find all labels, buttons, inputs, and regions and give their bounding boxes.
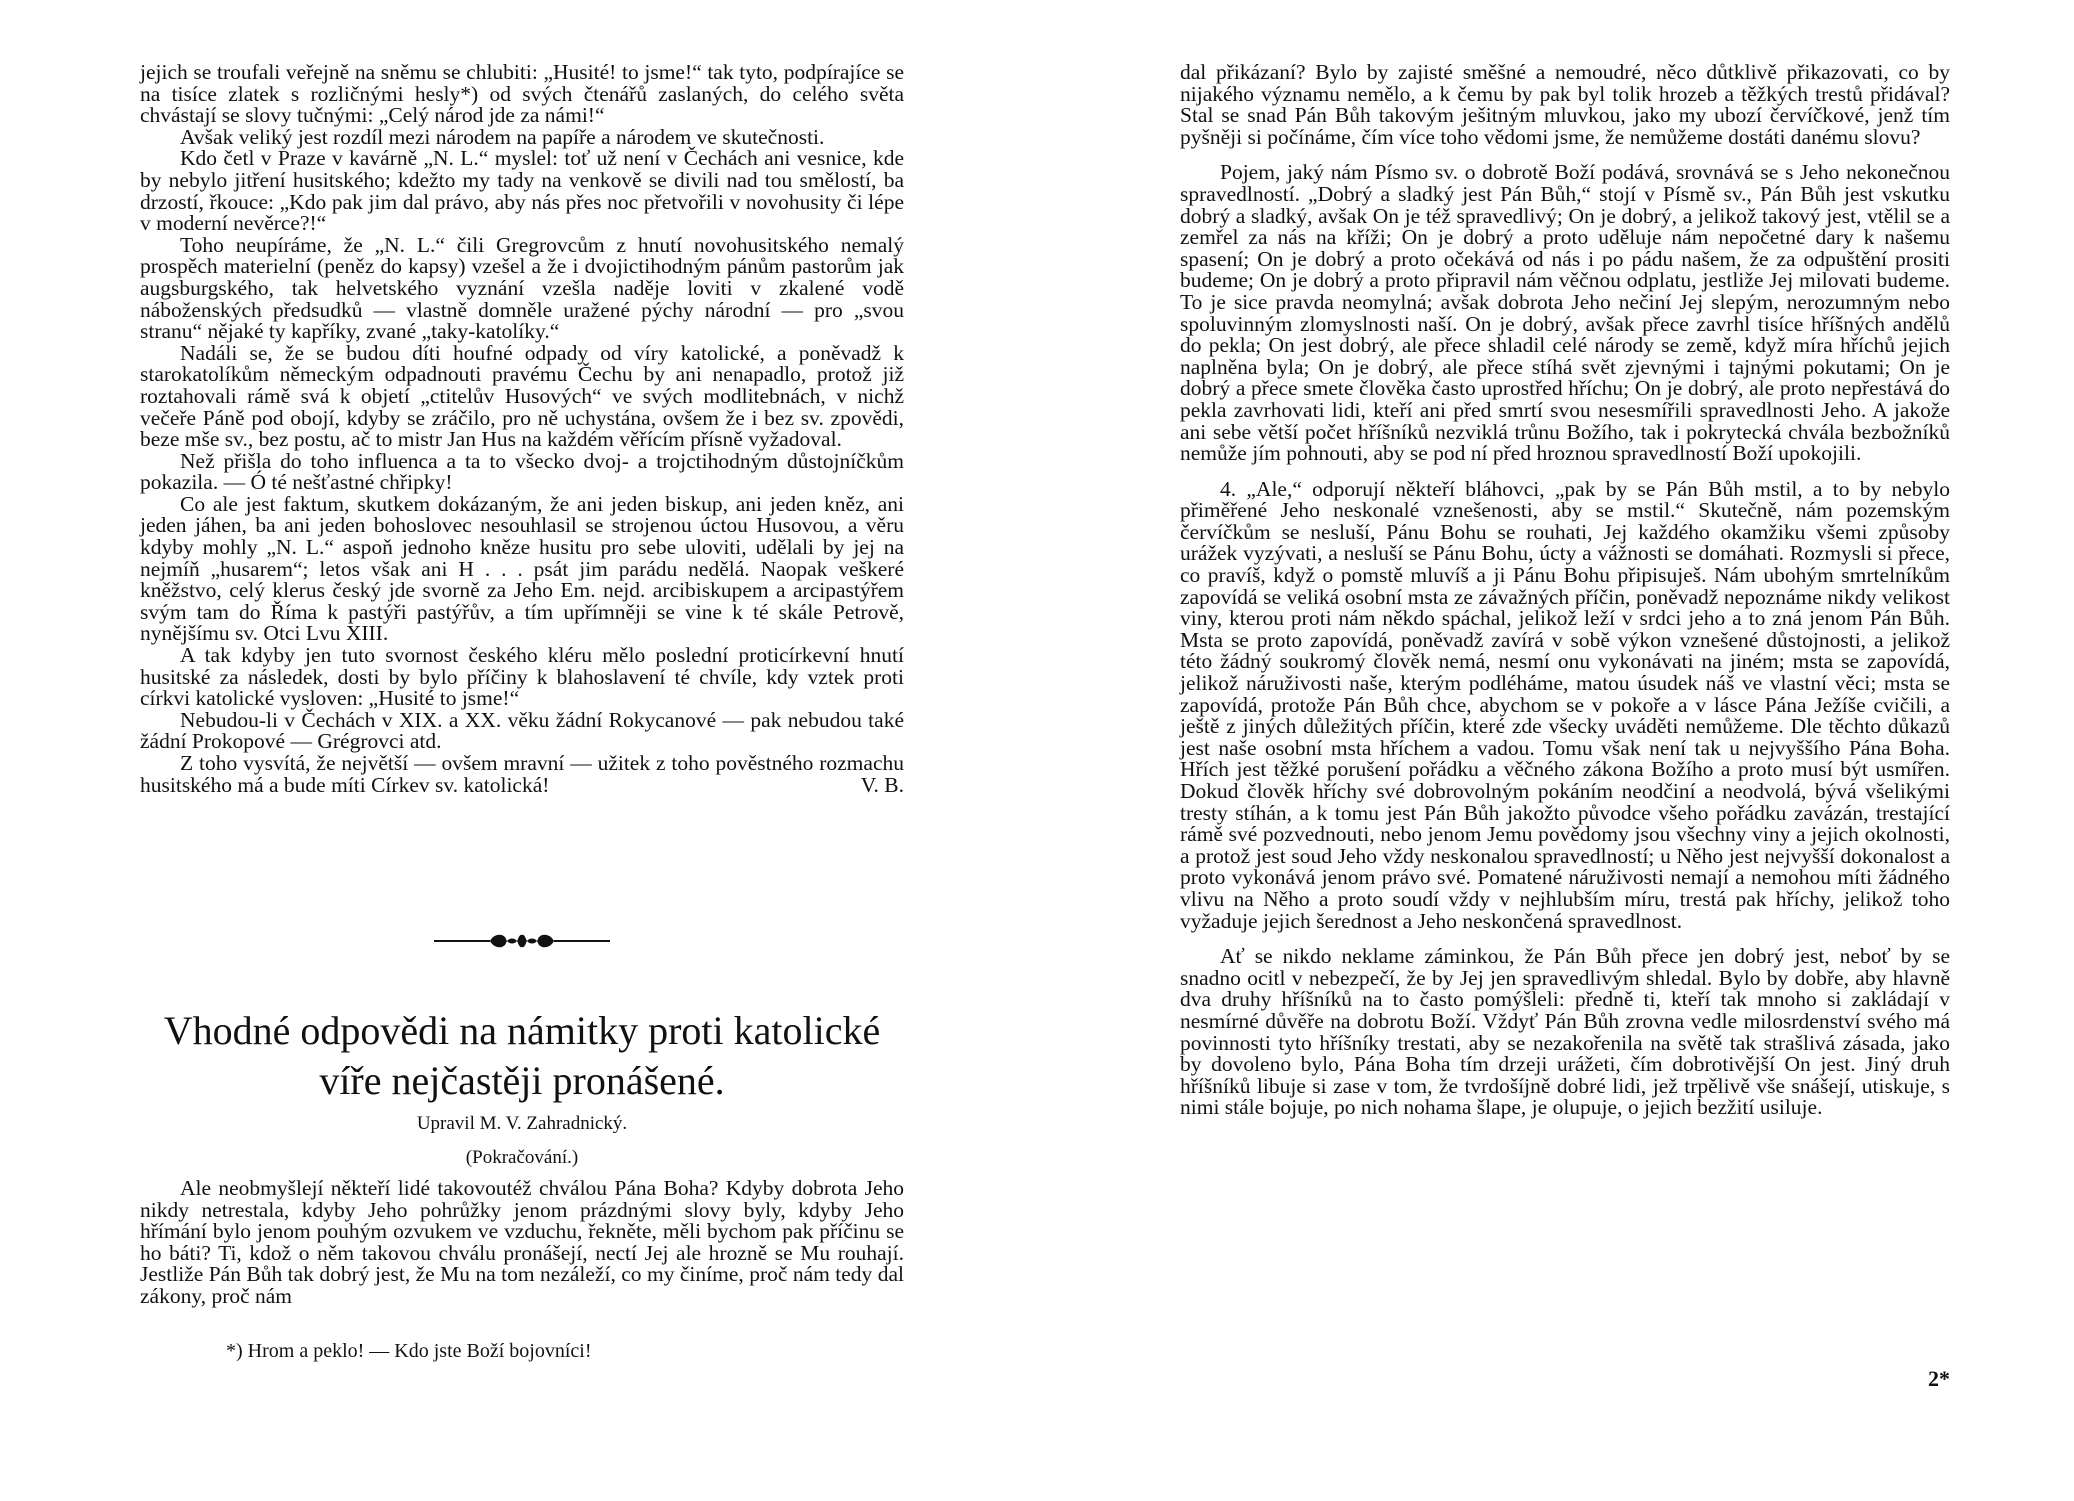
page-number: 2* bbox=[1928, 1366, 1950, 1391]
paragraph: Nebudou-li v Čechách v XIX. a XX. věku žádní Rokycanové — pak nebudou také žádní Prokopové — Grégrovci atd. bbox=[140, 707, 904, 754]
paragraph: dal přikázaní? Bylo by zajisté směšné a nemoudré, něco důtklivě přikazovati, co by nijakého významu nemělo, a k čemu by pak byl tolik hrozeb a těžkých trestů přidával? Stal se snad Pán Bůh takovým ješitným mluvkou, jako my ubozí červíčkové, jenž tím pyšněji si počínáme, čím více toho vědomi jsme, že nemůžeme dostáti danému slovu? bbox=[1180, 60, 1950, 149]
article-byline: Upravil M. V. Zahradnický. bbox=[416, 1113, 628, 1134]
ornament-icon bbox=[432, 930, 612, 952]
paragraph: Kdo četl v Praze v kavárně „N. L.“ myslel: toť už není v Čechách ani vesnice, kde by nebylo jitření husitského; kdežto my tady na venkově se divili nad tou smělostí, ba drzostí, řkouce: „Kdo pak jim dal právo, aby nás přes noc přetvořili v novohusity či lépe v moderní nevěrce?!“ bbox=[140, 146, 904, 236]
footnote: *) Hrom a peklo! — Kdo jste Boží bojovníci! bbox=[226, 1340, 592, 1362]
paragraph: jejich se troufali veřejně na sněmu se chlubiti: „Husité! to jsme!“ tak tyto, podpírajíce se na tisíce zlatek s rozličnými hesly*) od svých čtenářů zaslaných, do celého světa chvástají se slovy tučnými: „Celý národ jde za námi!“ bbox=[140, 60, 904, 128]
paragraph: Než přišla do toho influenca a ta to všecko dvoj- a trojctihodným důstojníčkům pokazila. — Ó té nešťastné chřipky! bbox=[140, 448, 904, 495]
paragraph: Pojem, jaký nám Písmo sv. o dobrotě Boží podává, srovnává se s Jeho nekonečnou spravedlností. „Dobrý a sladký jest Pán Bůh,“ stojí v Písmě sv., Pán Bůh jest vskutku dobrý a sladký, avšak On je též spravedlivý; On je dobrý, a jelikož takový jest, vtělil se a zemřel za nás na kříži; On je dobrý a proto uděluje nám nepočetné dary k našemu spasení; On je dobrý a proto očekává od nás i po pádu našem, že za odpuštění prositi budeme; On je dobrý a proto připravil nám věčnou odplatu, jestliže Jej milovati budeme. To je sice pravda neomylná; avšak dobrota Jeho nečiní Jej slepým, nerozumným nebo spoluvinným zlomyslnosti naší. On je dobrý, avšak přece zavrhl tisíce hříšných andělů do pekla; On jest dobrý, ale přece shladil celé národy se země, když míra hříchů jejich naplněna byla; On je dobrý, ale přece stíhá svět zjevnými i tajnými pokutami; On je dobrý a přece smete člověka často uprostřed hříchu; On je dobrý, ale proto nepřestává do pekla zavrhovati lidi, kteří ani před smrtí svou nesesmířili spravedlnosti Jeho. A jakože ani sebe větší počet hříšníků nezviklá trůnu Božího, tak i pokrytecká chvála bezbožníků nemůže jím pohnouti, aby se pod ní před hroznou spravedlností Boží upokojili. bbox=[1180, 160, 1950, 466]
left-column-text bbox=[140, 62, 904, 796]
right-column-text bbox=[1180, 62, 1950, 1119]
paragraph: 4. „Ale,“ odporují někteří bláhovci, „pak by se Pán Bůh mstil, a to by nebylo přiměřené Jeho neskonalé vznešenosti, aby se mstil.“ Skutečně, nám pozemským červíčkům se nesluší, Pánu Bohu se rouhati, Jej každého okamžiku všemi způsoby urážek vyzývati, a nesluší se Pánu Bohu, úcty a vážnosti se domáhati. Rozmysli si přece, co pravíš, když o pomstě mluvíš a ji Pánu Bohu připisuješ. Nám ubohým smrtelníkům zapovídá se veliká osobní msta ze závažných příčin, poněvadž nepoznáme nikdy velikost viny, kterou proti nám někdo spáchal, jelikož leží v srdci jeho a to zná jenom Pán Bůh. Msta se proto zapovídá, poněvadž zavírá v sobě výkon vznešené důstojnosti, a jelikož této žádný soukromý člověk nemá, nesmí onu vykonávati na jiném; msta se zapovídá, jelikož náruživosti naše, kterým podléháme, matou úsudek náš ve vlastní věci; msta se zapovídá, protože Pán Bůh chce, abychom se v pokoře a v lásce Pána Ježíše cvičili, a ještě z jiných důležitých příčin, které zde všecky uváděti nemůžeme. Dle těchto důkazů jest naše osobní msta hříchem a vadou. Tomu však není tak u nejvyššího Pána Boha. Hřích jest těžké porušení pořádku a věčného zákona Božího a proto musí být usmířen. Dokud člověk hříchy své dobrovolným pokáním neodčiní a neodvolá, bývá všelikými tresty stíhán, a k tomu jest Pán Bůh jakožto původce všeho pořádku zavázán, trestající rámě své pozvednouti, nebo jenom Jemu povědomy jsou všechny viny a jejich okolnosti, a protož jest soud Jeho vždy neskonalou spravedlností; u Něho jest nejvyšší dokonalost a proto vykonává jenom právo své. Pomatené náruživosti nemají a nemohou míti žádného vlivu na Něho a proto soudí vždy v nejhlubším míru, trestá pak hříchy, jelikož toho vyžaduje jejich šerednost a Jeho neskončená spravedlnost. bbox=[1180, 476, 1950, 933]
paragraph: Ale neobmyšlejí někteří lidé takovoutéž chválou Pána Boha? Kdyby dobrota Jeho nikdy netrestala, kdyby Jeho pohrůžky jenom prázdnými slovy byly, kdyby Jeho hřímání bylo jenom pouhým ozvukem ve vzduchu, řekněte, měli bychom pak příčinu se ho báti? Ti, kdož o něm takovou chválu pronášejí, nectí Jej ale hrozně se Mu rouhají. Jestliže Pán Bůh tak dobrý jest, že Mu na tom nezáleží, co my činíme, proč nám tedy dal zákony, proč nám bbox=[140, 1176, 904, 1308]
article-title: Vhodné odpovědi na námitky proti katolické víře nejčastěji pronášené. bbox=[163, 1008, 881, 1103]
paragraph: Toho neupíráme, že „N. L.“ čili Gregrovcům z hnutí novohusitského nemalý prospěch materielní (peněz do kapsy) vzešel a že i dvojictihodným pánům pastorům jak augsburgského, tak helvetského vyznání vzešla naděje loviti v zkalené vodě náboženských předsudků — vlastně domněle uražené pýchy národní — pro „svou stranu“ nějaké ty kapříky, zvané „taky-katolíky.“ bbox=[140, 232, 904, 344]
closing-text: Z toho vysvítá, že největší — ovšem mravní — užitek z toho pověstného rozmachu husitského má a bude míti Církev sv. katolická! bbox=[140, 751, 904, 797]
continued-note: (Pokračování.) bbox=[465, 1147, 579, 1168]
paragraph: Avšak veliký jest rozdíl mezi národem na papíře a národem ve skutečnosti. bbox=[180, 124, 825, 149]
paragraph: Nadáli se, že se budou díti houfné odpady od víry katolické, a poněvadž k starokatolíkům německým odpadnouti pravému Čechu by ani nenapadlo, protož již roztahovali rámě svá k objetí „ctitelův Husových“ ve svých modlitebnách, v nichž večeře Páně pod obojí, kdyby se zráčilo, pro ně uchystána, ovšem že i bez sv. zpovědi, beze mše sv., bez postu, ač to mistr Jan Hus na každém věřícím přísně vyžadoval. bbox=[140, 340, 904, 452]
paragraph: Ať se nikdo neklame záminkou, že Pán Bůh přece jen dobrý jest, neboť by se snadno ocitl v nebezpečí, že by Jej jen spravedlivým shledal. Bylo by dobře, aby hlavně dva druhy hříšníků na to často pomýšleli: předně ti, kteří tak mnoho si zakládají v nesmírné důvěře na dobrotu Boží. Vždyť Pán Bůh zrovna vedle milosrdenství svého má povinnosti tyto hříšníky trestati, aby se nezakořenila na světě tak strašlivá zásada, jako by dovoleno bylo, Pána Boha tím drzeji urážeti, čím dobrotivější On jest. Jiný druh hříšníků libuje si zase v tom, že tvrdošíjně dobré lidi, jež trpělivě vše snášejí, utiskuje, s nimi stále bojuje, po nich nohama šlape, je olupuje, o jejich bezžití usiluje. bbox=[1180, 944, 1950, 1120]
decorative-divider bbox=[140, 930, 904, 957]
closing-paragraph bbox=[140, 753, 904, 796]
article-text bbox=[140, 1178, 904, 1308]
paragraph: Co ale jest faktum, skutkem dokázaným, že ani jeden biskup, ani jeden kněz, ani jeden jáhen, ba ani jeden bohoslovec nesouhlasil se strojenou úctou Husovou, a věru kdyby mohly „N. L.“ aspoň jednoho kněze husitu pro sebe uloviti, udělali by jej na nejmíň „husarem“; letos však ani H . . . psát jim parádu nedělá. Naopak veškeré kněžstvo, celý klerus český jde svorně za Jeho Em. nejd. arcibiskupem a arcipastýřem svým tam do Říma k pastýři pastýřův, a tím upřímněji se vine k té skále Petrově, nynějšímu sv. Otci Lvu XIII. bbox=[140, 491, 904, 646]
paragraph: A tak kdyby jen tuto svornost českého kléru mělo poslední proticírkevní hnutí husitské za následek, dosti by bylo příčiny k blahoslavení té chvíle, kdy vztek proti církvi katolické vysloven: „Husité to jsme!“ bbox=[140, 643, 904, 711]
signature: V. B. bbox=[860, 772, 904, 797]
